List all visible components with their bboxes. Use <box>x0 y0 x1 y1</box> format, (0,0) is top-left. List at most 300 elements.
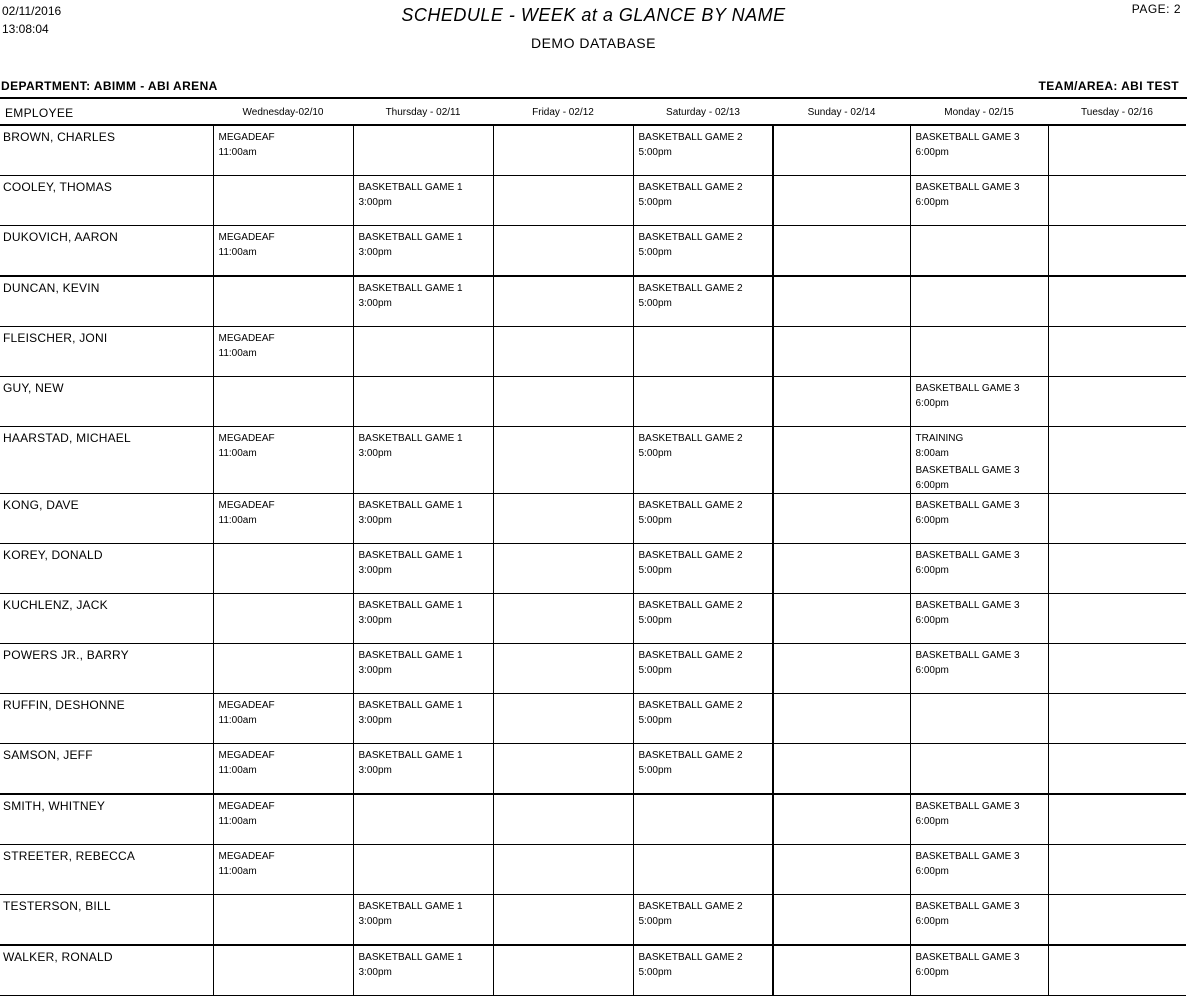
shift-event: BASKETBALL GAME 1 <box>358 283 463 294</box>
shift-entry <box>639 281 773 311</box>
shift-event: MEGADEAF <box>218 801 275 812</box>
shift-entry <box>916 431 1048 461</box>
shift-entry <box>639 950 773 980</box>
shift-event: MEGADEAF <box>218 433 275 444</box>
schedule-cell <box>773 544 910 594</box>
schedule-cell <box>353 377 493 427</box>
shift-time: 5:00pm <box>638 448 672 459</box>
shift-event: BASKETBALL GAME 1 <box>358 433 463 444</box>
shift-event: BASKETBALL GAME 1 <box>358 650 463 661</box>
shift-time: 5:00pm <box>638 967 672 978</box>
schedule-cell <box>353 945 493 996</box>
shift-time: 3:00pm <box>358 916 392 927</box>
schedule-cell <box>1048 377 1186 427</box>
table-row <box>0 494 1186 544</box>
shift-event: TRAINING <box>915 433 964 444</box>
report-subtitle: DEMO DATABASE <box>530 35 656 51</box>
column-header-day: Thursday - 02/11 <box>353 101 493 125</box>
schedule-cell <box>633 276 773 327</box>
shift-time: 11:00am <box>218 765 257 776</box>
shift-event: BASKETBALL GAME 2 <box>638 132 743 143</box>
schedule-cell <box>773 594 910 644</box>
table-row <box>0 744 1186 795</box>
shift-entry <box>916 463 1048 493</box>
schedule-cell <box>353 845 493 895</box>
shift-time: 6:00pm <box>915 866 949 877</box>
schedule-cell <box>213 845 353 895</box>
shift-time: 6:00pm <box>915 515 949 526</box>
shift-entry <box>639 899 773 929</box>
schedule-cell <box>213 226 353 277</box>
table-row <box>0 125 1186 176</box>
schedule-cell <box>213 327 353 377</box>
schedule-cell <box>633 594 773 644</box>
shift-time: 6:00pm <box>915 665 949 676</box>
shift-event: MEGADEAF <box>218 750 275 761</box>
shift-entry <box>219 698 353 728</box>
shift-time: 11:00am <box>218 448 257 459</box>
shift-time: 6:00pm <box>915 916 949 927</box>
shift-time: 5:00pm <box>638 147 672 158</box>
shift-event: BASKETBALL GAME 2 <box>638 433 743 444</box>
schedule-cell <box>1048 544 1186 594</box>
shift-entry <box>359 230 493 260</box>
schedule-cell <box>633 427 773 494</box>
table-row <box>0 694 1186 744</box>
table-header-row <box>0 101 1186 125</box>
shift-entry <box>916 849 1048 879</box>
shift-event: BASKETBALL GAME 3 <box>915 550 1020 561</box>
shift-time: 3:00pm <box>358 967 392 978</box>
employee-name: KONG, DAVE <box>0 494 213 544</box>
shift-event: BASKETBALL GAME 2 <box>638 182 743 193</box>
schedule-cell <box>910 794 1048 845</box>
shift-event: BASKETBALL GAME 3 <box>915 801 1020 812</box>
shift-entry <box>916 899 1048 929</box>
schedule-cell <box>773 794 910 845</box>
employee-name: GUY, NEW <box>0 377 213 427</box>
schedule-cell <box>353 644 493 694</box>
schedule-cell <box>493 794 633 845</box>
column-header-day: Friday - 02/12 <box>493 101 633 125</box>
shift-time: 6:00pm <box>915 197 949 208</box>
shift-time: 6:00pm <box>915 398 949 409</box>
schedule-cell <box>633 494 773 544</box>
shift-event: BASKETBALL GAME 2 <box>638 283 743 294</box>
shift-entry <box>219 799 353 829</box>
schedule-cell <box>213 694 353 744</box>
schedule-cell <box>773 327 910 377</box>
report-time: 13:08:04 <box>2 22 49 36</box>
table-row <box>0 895 1186 946</box>
column-header-day: Wednesday-02/10 <box>213 101 353 125</box>
shift-event: BASKETBALL GAME 3 <box>915 500 1020 511</box>
schedule-cell <box>213 945 353 996</box>
shift-event: BASKETBALL GAME 1 <box>358 750 463 761</box>
shift-entry <box>359 431 493 461</box>
schedule-cell <box>773 945 910 996</box>
schedule-cell <box>910 377 1048 427</box>
shift-event: BASKETBALL GAME 2 <box>638 500 743 511</box>
shift-entry <box>359 748 493 778</box>
shift-time: 3:00pm <box>358 765 392 776</box>
employee-name: RUFFIN, DESHONNE <box>0 694 213 744</box>
schedule-cell <box>353 176 493 226</box>
shift-time: 3:00pm <box>358 298 392 309</box>
shift-event: BASKETBALL GAME 3 <box>915 600 1020 611</box>
schedule-cell <box>633 694 773 744</box>
schedule-cell <box>1048 427 1186 494</box>
shift-time: 3:00pm <box>358 715 392 726</box>
shift-entry <box>916 598 1048 628</box>
column-header-day: Tuesday - 02/16 <box>1048 101 1186 125</box>
schedule-cell <box>493 226 633 277</box>
shift-entry <box>359 180 493 210</box>
schedule-cell <box>353 794 493 845</box>
shift-time: 5:00pm <box>638 715 672 726</box>
schedule-cell <box>1048 694 1186 744</box>
shift-time: 11:00am <box>218 348 257 359</box>
schedule-cell <box>213 895 353 946</box>
shift-event: BASKETBALL GAME 1 <box>358 232 463 243</box>
shift-entry <box>639 431 773 461</box>
schedule-cell <box>633 125 773 176</box>
schedule-cell <box>353 594 493 644</box>
schedule-cell <box>773 226 910 277</box>
shift-event: BASKETBALL GAME 3 <box>915 851 1020 862</box>
shift-time: 5:00pm <box>638 515 672 526</box>
employee-name: TESTERSON, BILL <box>0 895 213 946</box>
schedule-cell <box>353 895 493 946</box>
shift-event: BASKETBALL GAME 2 <box>638 700 743 711</box>
schedule-cell <box>633 644 773 694</box>
table-row <box>0 845 1186 895</box>
schedule-cell <box>493 845 633 895</box>
shift-entry <box>916 130 1048 160</box>
shift-event: BASKETBALL GAME 2 <box>638 550 743 561</box>
shift-time: 5:00pm <box>638 197 672 208</box>
shift-time: 6:00pm <box>915 147 949 158</box>
schedule-cell <box>633 377 773 427</box>
shift-entry <box>916 498 1048 528</box>
schedule-cell <box>773 494 910 544</box>
shift-entry <box>639 548 773 578</box>
shift-event: BASKETBALL GAME 2 <box>638 750 743 761</box>
report-title: SCHEDULE - WEEK at a GLANCE BY NAME <box>401 5 786 25</box>
schedule-cell <box>773 276 910 327</box>
department-label: DEPARTMENT: ABIMM - ABI ARENA <box>1 79 218 93</box>
shift-time: 6:00pm <box>915 565 949 576</box>
schedule-cell <box>633 226 773 277</box>
shift-time: 6:00pm <box>915 480 949 491</box>
shift-time: 5:00pm <box>638 916 672 927</box>
shift-event: MEGADEAF <box>218 333 275 344</box>
schedule-cell <box>1048 794 1186 845</box>
shift-event: BASKETBALL GAME 3 <box>915 901 1020 912</box>
schedule-cell <box>353 427 493 494</box>
shift-time: 3:00pm <box>358 615 392 626</box>
shift-time: 5:00pm <box>638 298 672 309</box>
schedule-cell <box>213 276 353 327</box>
schedule-cell <box>493 744 633 795</box>
schedule-cell <box>493 694 633 744</box>
team-area-label: TEAM/AREA: ABI TEST <box>1038 79 1179 93</box>
shift-event: BASKETBALL GAME 2 <box>638 600 743 611</box>
shift-entry <box>219 748 353 778</box>
shift-time: 6:00pm <box>915 816 949 827</box>
shift-entry <box>916 799 1048 829</box>
shift-event: BASKETBALL GAME 3 <box>915 383 1020 394</box>
shift-time: 11:00am <box>218 247 257 258</box>
shift-entry <box>219 431 353 461</box>
schedule-cell <box>1048 327 1186 377</box>
schedule-cell <box>353 744 493 795</box>
schedule-cell <box>910 945 1048 996</box>
table-row <box>0 226 1186 277</box>
schedule-cell <box>1048 845 1186 895</box>
schedule-cell <box>910 644 1048 694</box>
shift-time: 5:00pm <box>638 765 672 776</box>
schedule-cell <box>773 694 910 744</box>
schedule-cell <box>910 845 1048 895</box>
shift-time: 3:00pm <box>358 448 392 459</box>
shift-time: 3:00pm <box>358 197 392 208</box>
shift-time: 5:00pm <box>638 247 672 258</box>
shift-event: BASKETBALL GAME 2 <box>638 901 743 912</box>
schedule-cell <box>353 125 493 176</box>
shift-entry <box>359 950 493 980</box>
schedule-cell <box>353 694 493 744</box>
employee-name: BROWN, CHARLES <box>0 125 213 176</box>
shift-event: BASKETBALL GAME 3 <box>915 465 1020 476</box>
schedule-cell <box>910 494 1048 544</box>
schedule-cell <box>493 644 633 694</box>
table-row <box>0 176 1186 226</box>
schedule-cell <box>493 327 633 377</box>
shift-entry <box>639 130 773 160</box>
schedule-cell <box>353 494 493 544</box>
shift-time: 6:00pm <box>915 967 949 978</box>
schedule-cell <box>213 176 353 226</box>
shift-entry <box>639 698 773 728</box>
shift-time: 5:00pm <box>638 565 672 576</box>
schedule-cell <box>213 744 353 795</box>
schedule-cell <box>1048 594 1186 644</box>
shift-event: MEGADEAF <box>218 500 275 511</box>
table-row <box>0 794 1186 845</box>
schedule-cell <box>773 125 910 176</box>
shift-time: 3:00pm <box>358 565 392 576</box>
shift-entry <box>916 381 1048 411</box>
schedule-cell <box>910 327 1048 377</box>
schedule-cell <box>493 176 633 226</box>
schedule-cell <box>773 427 910 494</box>
schedule-table <box>0 101 1186 996</box>
shift-event: MEGADEAF <box>218 700 275 711</box>
shift-entry <box>916 648 1048 678</box>
schedule-cell <box>633 845 773 895</box>
shift-event: BASKETBALL GAME 1 <box>358 550 463 561</box>
shift-entry <box>359 498 493 528</box>
shift-entry <box>359 698 493 728</box>
shift-time: 11:00am <box>218 816 257 827</box>
shift-event: BASKETBALL GAME 2 <box>638 650 743 661</box>
shift-time: 11:00am <box>218 715 257 726</box>
shift-entry <box>639 498 773 528</box>
schedule-cell <box>213 494 353 544</box>
table-row <box>0 594 1186 644</box>
schedule-cell <box>910 744 1048 795</box>
schedule-cell <box>493 544 633 594</box>
page-number: PAGE: 2 <box>1131 2 1181 16</box>
schedule-cell <box>633 544 773 594</box>
schedule-cell <box>213 377 353 427</box>
schedule-cell <box>910 694 1048 744</box>
schedule-cell <box>493 895 633 946</box>
schedule-cell <box>773 644 910 694</box>
shift-entry <box>359 598 493 628</box>
schedule-cell <box>1048 176 1186 226</box>
column-header-day: Sunday - 02/14 <box>773 101 910 125</box>
shift-entry <box>639 180 773 210</box>
schedule-cell <box>773 377 910 427</box>
column-header-day: Monday - 02/15 <box>910 101 1048 125</box>
shift-event: BASKETBALL GAME 2 <box>638 952 743 963</box>
schedule-cell <box>213 644 353 694</box>
shift-entry <box>219 130 353 160</box>
table-row <box>0 276 1186 327</box>
shift-entry <box>639 748 773 778</box>
table-row <box>0 644 1186 694</box>
employee-name: KOREY, DONALD <box>0 544 213 594</box>
shift-event: MEGADEAF <box>218 232 275 243</box>
shift-event: BASKETBALL GAME 3 <box>915 650 1020 661</box>
shift-event: BASKETBALL GAME 1 <box>358 700 463 711</box>
employee-name: HAARSTAD, MICHAEL <box>0 427 213 494</box>
shift-entry <box>219 849 353 879</box>
report-date: 02/11/2016 <box>2 4 62 18</box>
shift-time: 3:00pm <box>358 665 392 676</box>
shift-event: BASKETBALL GAME 1 <box>358 901 463 912</box>
shift-entry <box>916 950 1048 980</box>
schedule-cell <box>353 327 493 377</box>
schedule-cell <box>910 895 1048 946</box>
schedule-cell <box>910 594 1048 644</box>
shift-entry <box>359 648 493 678</box>
employee-name: WALKER, RONALD <box>0 945 213 996</box>
schedule-cell <box>493 427 633 494</box>
column-header-employee: EMPLOYEE <box>0 101 213 125</box>
schedule-cell <box>493 377 633 427</box>
employee-name: KUCHLENZ, JACK <box>0 594 213 644</box>
schedule-cell <box>1048 494 1186 544</box>
employee-name: SAMSON, JEFF <box>0 744 213 795</box>
column-header-day: Saturday - 02/13 <box>633 101 773 125</box>
schedule-cell <box>213 125 353 176</box>
shift-event: BASKETBALL GAME 3 <box>915 132 1020 143</box>
schedule-cell <box>633 945 773 996</box>
shift-entry <box>916 180 1048 210</box>
header-rule <box>0 97 1187 99</box>
schedule-cell <box>773 744 910 795</box>
schedule-cell <box>910 176 1048 226</box>
employee-name: STREETER, REBECCA <box>0 845 213 895</box>
shift-entry <box>219 498 353 528</box>
shift-entry <box>219 331 353 361</box>
schedule-cell <box>353 544 493 594</box>
shift-time: 11:00am <box>218 147 257 158</box>
employee-name: DUNCAN, KEVIN <box>0 276 213 327</box>
shift-event: BASKETBALL GAME 3 <box>915 182 1020 193</box>
schedule-cell <box>633 176 773 226</box>
schedule-cell <box>910 125 1048 176</box>
shift-event: MEGADEAF <box>218 851 275 862</box>
shift-entry <box>359 281 493 311</box>
shift-entry <box>639 598 773 628</box>
schedule-cell <box>910 544 1048 594</box>
schedule-cell <box>633 895 773 946</box>
employee-name: SMITH, WHITNEY <box>0 794 213 845</box>
employee-name: DUKOVICH, AARON <box>0 226 213 277</box>
schedule-cell <box>773 845 910 895</box>
schedule-cell <box>773 895 910 946</box>
shift-entry <box>219 230 353 260</box>
shift-event: BASKETBALL GAME 1 <box>358 600 463 611</box>
shift-event: BASKETBALL GAME 3 <box>915 952 1020 963</box>
schedule-cell <box>1048 226 1186 277</box>
schedule-cell <box>493 945 633 996</box>
shift-event: MEGADEAF <box>218 132 275 143</box>
schedule-cell <box>910 427 1048 494</box>
shift-entry <box>359 548 493 578</box>
schedule-cell <box>910 276 1048 327</box>
shift-entry <box>639 230 773 260</box>
employee-name: COOLEY, THOMAS <box>0 176 213 226</box>
shift-time: 6:00pm <box>915 615 949 626</box>
shift-event: BASKETBALL GAME 1 <box>358 182 463 193</box>
schedule-cell <box>633 744 773 795</box>
shift-entry <box>639 648 773 678</box>
schedule-cell <box>493 594 633 644</box>
schedule-cell <box>493 276 633 327</box>
schedule-cell <box>773 176 910 226</box>
shift-entry <box>359 899 493 929</box>
shift-event: BASKETBALL GAME 1 <box>358 500 463 511</box>
schedule-cell <box>213 427 353 494</box>
schedule-cell <box>633 794 773 845</box>
table-row <box>0 327 1186 377</box>
table-row <box>0 427 1186 494</box>
schedule-cell <box>910 226 1048 277</box>
table-row <box>0 544 1186 594</box>
schedule-cell <box>213 794 353 845</box>
employee-name: POWERS JR., BARRY <box>0 644 213 694</box>
employee-name: FLEISCHER, JONI <box>0 327 213 377</box>
shift-time: 11:00am <box>218 866 257 877</box>
shift-event: BASKETBALL GAME 1 <box>358 952 463 963</box>
shift-time: 8:00am <box>915 448 949 459</box>
shift-time: 5:00pm <box>638 615 672 626</box>
shift-time: 11:00am <box>218 515 257 526</box>
shift-time: 3:00pm <box>358 515 392 526</box>
schedule-cell <box>1048 644 1186 694</box>
schedule-cell <box>353 226 493 277</box>
schedule-cell <box>1048 744 1186 795</box>
schedule-cell <box>1048 895 1186 946</box>
schedule-cell <box>493 494 633 544</box>
schedule-cell <box>353 276 493 327</box>
schedule-cell <box>213 594 353 644</box>
